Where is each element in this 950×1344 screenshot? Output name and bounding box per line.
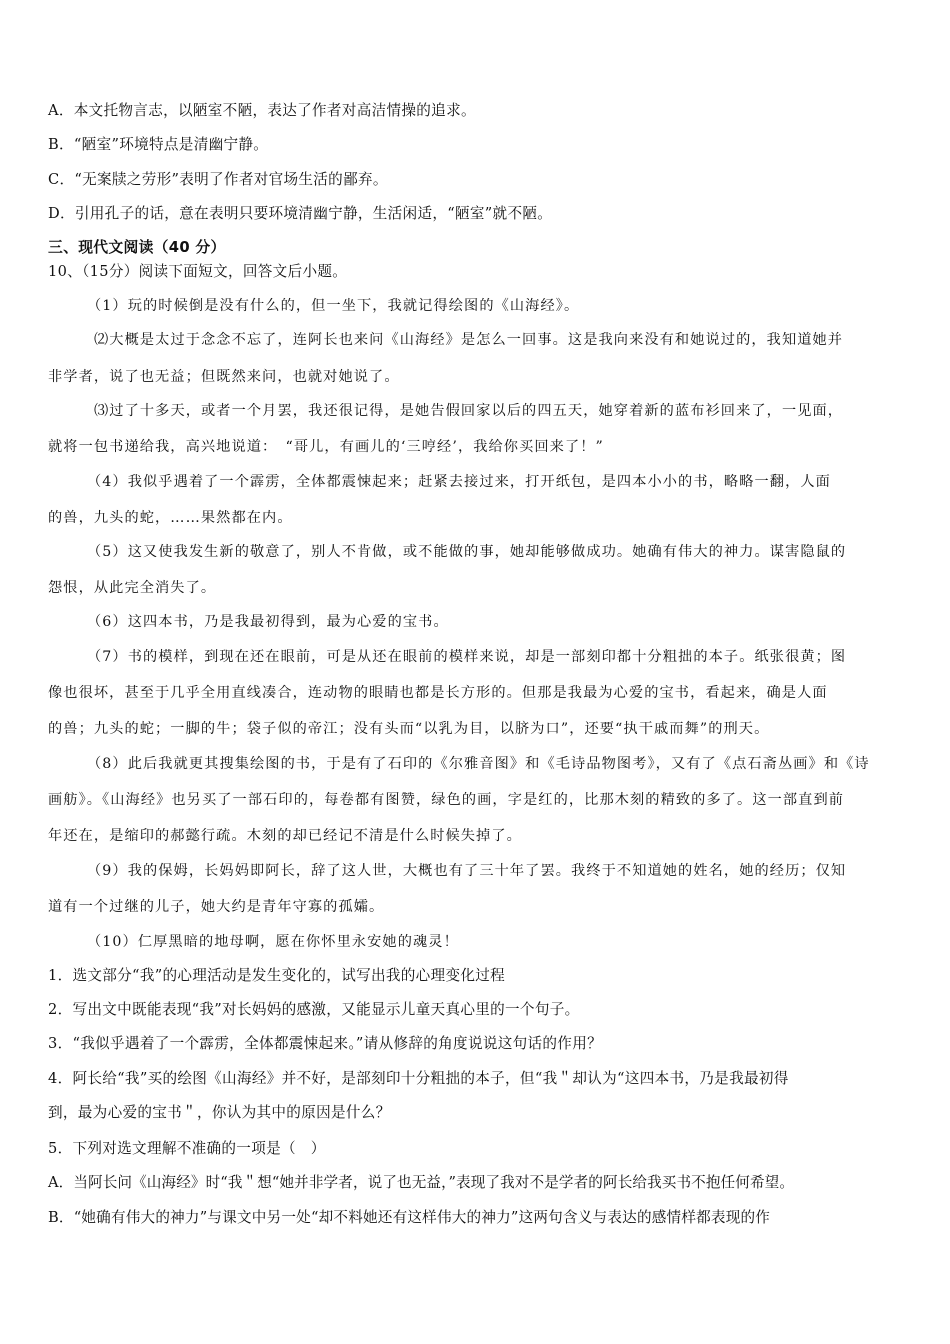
passage-line: 的兽；九头的蛇；一脚的牛；袋子似的帝江；没有头而“以乳为目，以脐为口”，还要“执干戚而舞”的刑天。 [48, 721, 770, 737]
passage-line: （8）此后我就更其搜集绘图的书，于是有了石印的《尔雅音图》和《毛诗品物图考》，又有了《点石斋丛画》和《诗 [87, 756, 870, 772]
question-5: 5．下列对选文理解不准确的一项是（ ） [48, 1140, 326, 1157]
question-3: 3．“我似乎遇着了一个霹雳，全体都震悚起来。”请从修辞的角度说说这句话的作用？ [48, 1035, 602, 1052]
question-4-cont: 到，最为心爱的宝书＂，你认为其中的原因是什么？ [48, 1104, 391, 1121]
option-d: D．引用孔子的话，意在表明只要环境清幽宁静，生活闲适，“陋室”就不陋。 [48, 205, 553, 222]
passage-line: 非学者，说了也无益；但既然来问，也就对她说了。 [48, 369, 400, 385]
passage-line: 道有一个过继的儿子，她大约是青年守寡的孤孀。 [48, 899, 385, 915]
question-1: 1．选文部分“我”的心理活动是发生变化的，试写出我的心理变化过程 [48, 967, 506, 984]
passage-line: （1）玩的时候倒是没有什么的，但一坐下，我就记得绘图的《山海经》。 [87, 298, 580, 314]
passage-line: （5）这又使我发生新的敬意了，别人不肯做，或不能做的事，她却能够做成功。她确有伟大的神力。谋害隐鼠的 [87, 544, 847, 560]
passage-line: （9）我的保姆，长妈妈即阿长，辞了这人世，大概也有了三十年了罢。我终于不知道她的姓名，她的经历；仅知 [87, 863, 847, 879]
passage-line: 的兽，九头的蛇，……果然都在内。 [48, 510, 293, 526]
passage-line: 像也很坏，甚至于几乎全用直线凑合，连动物的眼睛也都是长方形的。但那是我最为心爱的宝书，看起来，确是人面 [48, 685, 828, 701]
question-2: 2．写出文中既能表现“我”对长妈妈的感激，又能显示儿童天真心里的一个句子。 [48, 1001, 580, 1018]
passage-line: （4）我似乎遇着了一个霹雳，全体都震悚起来；赶紧去接过来，打开纸包，是四本小小的书，略略一翻，人面 [87, 474, 831, 490]
question-5-option-b: B．“她确有伟大的神力”与课文中另一处“却不料她还有这样伟大的神力”这两句含义与表达的感情样都表现的作 [48, 1209, 771, 1226]
passage-line: 就将一包书递给我，高兴地说道： “哥儿，有画儿的‘三哼经’，我给你买回来了！” [48, 439, 604, 455]
question-4: 4．阿长给“我”买的绘图《山海经》并不好，是部刻印十分粗拙的本子，但“我＂却认为“这四本书，乃是我最初得 [48, 1070, 789, 1087]
question-intro: 10、（15分）阅读下面短文，回答文后小题。 [48, 263, 348, 280]
option-a: A．本文托物言志，以陋室不陋，表达了作者对高洁情操的追求。 [48, 102, 476, 119]
passage-line: 年还在，是缩印的郝懿行疏。木刻的却已经记不清是什么时候失掉了。 [48, 828, 522, 844]
question-5-option-a: A．当阿长问《山海经》时“我＂想“她并非学者，说了也无益，”表现了我对不是学者的阿长给我买书不抱任何希望。 [48, 1174, 795, 1191]
option-c: C．“无案牍之劳形”表明了作者对官场生活的鄙弃。 [48, 171, 388, 188]
section-heading: 三、现代文阅读（40 分） [48, 239, 226, 256]
passage-line: 画舫》。《山海经》也另买了一部石印的，每卷都有图赞，绿色的画，字是红的，比那木刻的精致的多了。这一部直到前 [48, 792, 845, 808]
passage-line: ⑶过了十多天，或者一个月罢，我还很记得，是她告假回家以后的四五天，她穿着新的蓝布衫回来了，一见面， [94, 403, 844, 419]
passage-line: 怨恨，从此完全消失了。 [48, 580, 217, 596]
passage-line: ⑵大概是太过于念念不忘了，连阿长也来问《山海经》是怎么一回事。这是我向来没有和她说过的，我知道她并 [94, 332, 844, 348]
passage-line: （6）这四本书，乃是我最初得到，最为心爱的宝书。 [87, 614, 449, 630]
passage-line: （7）书的模样，到现在还在眼前，可是从还在眼前的模样来说，却是一部刻印都十分粗拙的本子。纸张很黄；图 [87, 649, 847, 665]
option-b: B．“陋室”环境特点是清幽宁静。 [48, 136, 269, 153]
passage-line: （10）仁厚黑暗的地母啊，愿在你怀里永安她的魂灵！ [87, 934, 459, 950]
